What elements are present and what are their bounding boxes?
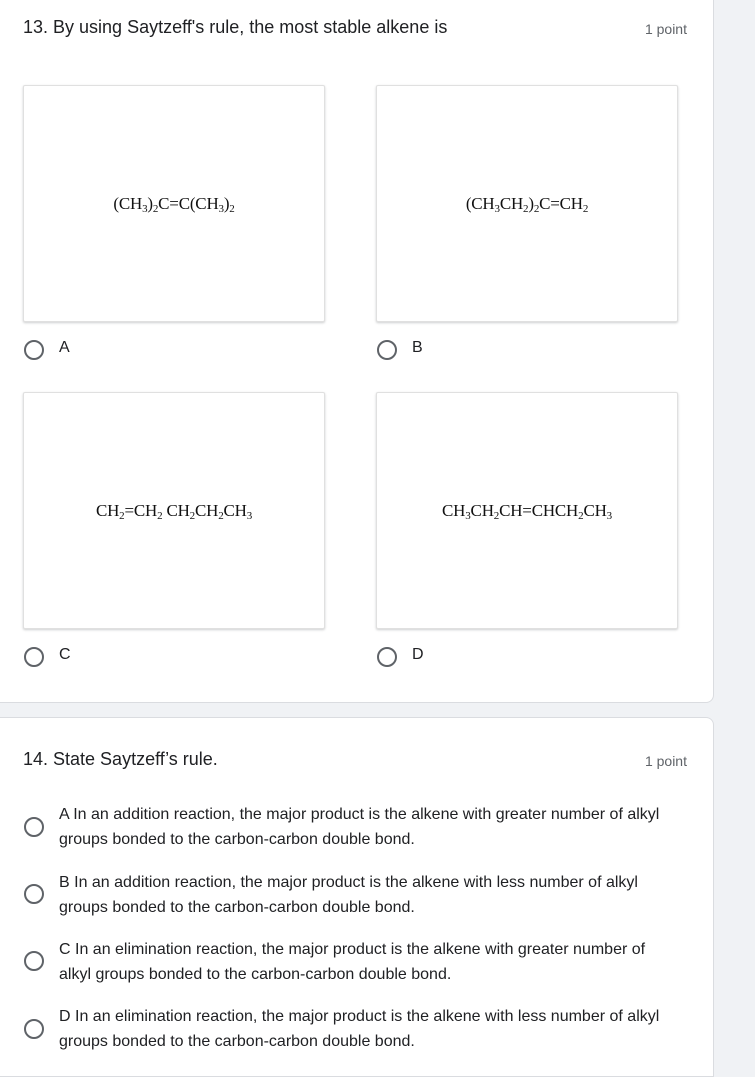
- option-b-image[interactable]: [376, 85, 678, 322]
- question-title: 14. State Saytzeff’s rule.: [23, 749, 218, 769]
- question-title: 13. By using Saytzeff's rule, the most stable alkene is: [23, 17, 448, 37]
- option-a-radio[interactable]: [24, 340, 44, 360]
- option-b-radio[interactable]: [377, 340, 397, 360]
- option-c-radio[interactable]: [24, 647, 44, 667]
- option-c-image[interactable]: [23, 392, 325, 629]
- option-b-text: B In an addition reaction, the major product is the alkene with less number of alkyl groups bonded to the carbon-carbon double bond.: [59, 874, 638, 916]
- formula-a: (CH3)2C=C(CH3)2: [113, 193, 235, 215]
- option-d-radio[interactable]: [24, 1019, 44, 1039]
- option-d-image[interactable]: [376, 392, 678, 629]
- formula-d: CH3CH2CH=CHCH2CH3: [442, 500, 612, 522]
- formula-b: (CH3CH2)2C=CH2: [465, 193, 589, 215]
- formula-c: CH2=CH2 CH2CH2CH3: [95, 500, 253, 522]
- option-a-radio[interactable]: [24, 817, 44, 837]
- option-d-radio[interactable]: [377, 647, 397, 667]
- option-a-image[interactable]: [23, 85, 325, 322]
- option-a-text: A In an addition reaction, the major product is the alkene with greater number of alkyl groups bonded to the carbon-carbon double bond.: [59, 806, 660, 848]
- option-c-label: C: [59, 646, 71, 663]
- option-c-radio[interactable]: [24, 951, 44, 971]
- option-a-label: A: [59, 339, 70, 356]
- option-b-radio[interactable]: [24, 884, 44, 904]
- option-b-label: B: [412, 339, 423, 356]
- question-points: 1 point: [644, 21, 687, 37]
- option-c-text: C In an elimination reaction, the major product is the alkene with greater number of alkyl groups bonded to the carbon-carbon double bond.: [59, 941, 646, 983]
- option-d-text: D In an elimination reaction, the major product is the alkene with less number of alkyl groups bonded to the carbon-carbon double bond.: [59, 1008, 660, 1050]
- question-points: 1 point: [644, 753, 687, 769]
- option-d-label: D: [412, 646, 424, 663]
- question-14-card: [0, 717, 714, 1077]
